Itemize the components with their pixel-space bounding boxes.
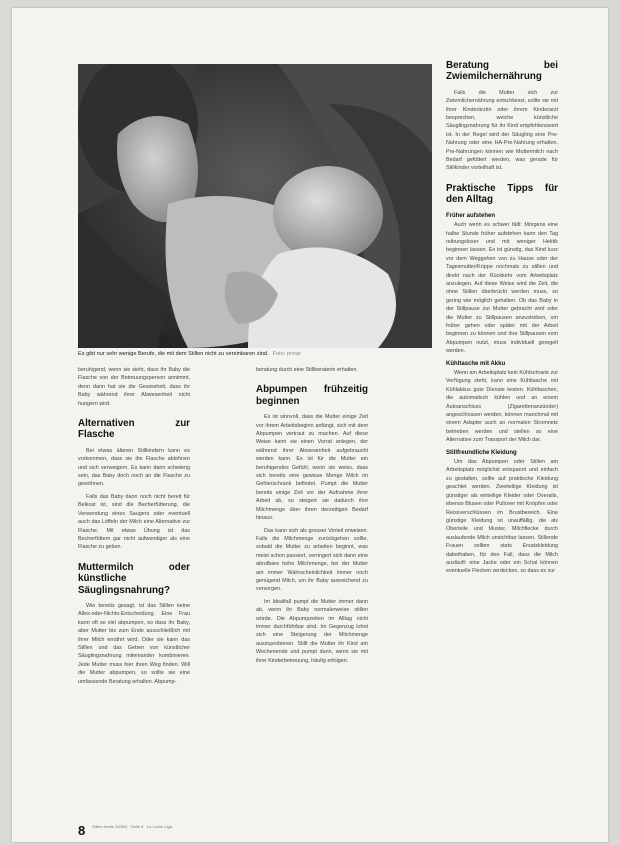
paragraph: Falls das Baby dann noch nicht bereit für Beikost ist, sind die Becherfütterung, die Verwendung eines Saugers oder eventuell auch das Löffeln der Milch eine Alternative zur Flasche. Mit etwas Übung ist das Becherfüttern gar nicht aufwendiger als eine Flasche zu geben. <box>78 493 190 551</box>
page-number: 8 <box>78 823 86 838</box>
paragraph: Im Idealfall pumpt die Mutter immer dann ab, wenn ihr Baby normalerweise stillen würde. Die Abpumpzeiten im Alltag nicht immer durchführbar sind. Im Gegenzug lohnt sich eine Steigerung der Milchmenge auszuprobieren. Stillt die Mutter ihr Kind am Wochenende und pumpt dann, wenn sie mit ihrer Kinderbetreuung, häufig erfolgen. <box>256 598 368 664</box>
paragraph: Bei etwas älteren Stillkindern kann es vorkommen, dass sie die Flasche ablehnen und sich verweigern. Es kann dann schwierig sein, das Baby doch noch an die Flasche zu gewöhnen. <box>78 447 190 488</box>
photo-caption <box>78 349 432 359</box>
section-heading: Beratung bei Zwiemilchernährung <box>446 60 558 83</box>
paragraph: Auch wenn es schwer fällt: Morgens eine halbe Stunde früher aufstehen kann den Tag reibungsloser und mit weniger Hektik beginnen lassen. Es ist günstig, das Kind kurz vor dem Weggehen von zu Hause oder der Tagesmutter/Krippe nochmals zu stillen und direkt nach der Rückkehr vom Arbeitsplatz anzulegen. Auf diese Weise wird die Zeit, die ohne Stillen überbrückt werden muss, so gering wie möglich gehalten. Ob das Baby in der Stillpause zur Mutter gebracht wird oder die Mutter zu Stillpausen anzustreben, um früher gehen oder später mit der Arbeit beginnen zu können und ihre Stillpausen vom Abpumpen nutzt, muss individuell geregelt werden. <box>446 222 558 355</box>
footer-small-text: Stillen heute 3/2004 · Seite 8 · La Leche Liga <box>92 824 173 829</box>
text-column-2 <box>256 366 368 818</box>
text-column-3 <box>446 60 558 818</box>
page <box>12 8 608 842</box>
mother-nursing-photo <box>78 64 432 348</box>
section-heading: Praktische Tipps für den Alltag <box>446 182 558 206</box>
caption-text: Es gibt nur sehr wenige Berufe, die mit dem Stillen nicht zu vereinbaren sind. <box>78 351 269 357</box>
paragraph: beruhigend, wenn sie sieht, dass ihr Baby die Flasche von der Betreuungsperson annimmt, denn dann hat sie die Gewissheit, dass ihr Baby während ihrer Abwesenheit nicht hungern wird. <box>78 367 190 407</box>
paragraph: Das kann sich als grosser Vorteil erweisen. Falls die Milchmenge zurückgehen sollte, sobald die Mutter zu arbeiten beginnt, was meist schon passiert, verringert sich dann eine abrufbare hohe Milchmenge, bei der Mutter am immer Wahrscheinlichkeit immer noch genügend Milch, um ihr Baby ausreichend zu versorgen. <box>256 527 368 593</box>
paragraph: Wenn am Arbeitsplatz kein Kühlschrank zur Verfügung steht, kann eine Kühltasche mit Kühlakkus gute Dienste leisten. Kühltaschen, die automatisch kühlen und an einem Autoanschluss (Zigarettenanzünder) angeschlossen werden, können manchmal mit einem Adapter auch an normalen Stromnetz betrieben werden und stellen so eine Alternative zum Transport der Milch dar. <box>446 370 558 444</box>
sub-heading: Kühltasche mit Akku <box>446 360 506 367</box>
photo-illustration <box>78 64 432 348</box>
sub-heading: Früher aufstehen <box>446 212 496 219</box>
photo-credit: Foto: privat <box>272 351 301 357</box>
paragraph: Falls die Mutter sich zur Zwiemilchernährung entschliesst, sollte sie mit ihrer Kinderärztin oder ihrem Kinderarzt besprechen, welche künstliche Säuglingsnahrung für ihr Kind empfehlenswert ist. In der Regel wird der Säugling eine Pre-Nahrung oder eine HA-Pre-Nahrung erhalten. Pre-Nahrungen können wie Muttermilch nach Bedarf gefüttert werden, was gerade für Stillkinder vorteilhaft ist. <box>446 89 558 172</box>
section-heading: Abpumpen frühzeitig beginnen <box>256 384 368 407</box>
text-column-1 <box>78 366 190 818</box>
section-heading: Muttermilch oder künstliche Säuglingsnahrung? <box>78 561 190 596</box>
page-footer <box>78 822 173 838</box>
paragraph: Um das Abpumpen oder Stillen am Arbeitsplatz möglichst entspannt und einfach zu gestalten, sollte auf praktische Kleidung geachtet werden. Zweiteilige Kleidung ist günstiger als einteilige Kleider oder Overalls, ebenso Blusen oder Pullover mit Knöpfen oder Reissverschlüssen im Brustbereich. Eine günstige Kleidung ist unauffällig, die als Oberteile und Muster, Milchflecke durch auslaufende Milch unsichtbar lassen. Stillende Frauen sollten stets Ersatzkleidung dabeihaben, für den Fall, dass die Milch ausläuft: eine Jacke oder ein Schal können eventuelle Flecken verdecken, so dass es zur <box>446 459 558 575</box>
paragraph: Wie bereits gesagt, ist das Stillen keine Alles-oder-Nichts-Entscheidung. Eine Frau kann oft so viel abpumpen, so dass ihr Baby, aber Mutter bis zum Ende ausschließlich mit ihrer Milch ernährt wird. Oder sie kann das Stillen und das Geben von künstlicher Säuglingsnahrung miteinander kombinieren. Jede Mutter muss hier ihren Weg finden. Will die Mutter abpumpen, so sollte sie eine umfassende Beratung erhalten. Abpump- <box>78 602 190 685</box>
section-heading: Alternativen zur Flasche <box>78 418 190 441</box>
paragraph: beratung durch eine Stillberaterin erhalten. <box>256 367 358 373</box>
sub-heading: Stillfreundliche Kleidung <box>446 449 517 456</box>
paragraph: Es ist sinnvoll, dass die Mutter einige Zeit vor ihrem Arbeitsbeginn anfängt, sich mit dem Abpumpen vertraut zu machen. Auf diese Weise kann sie einen Vorrat anlegen, der während ihrer Abwesenheit aufgebraucht werden kann. Es ist für die Mutter ein beruhigendes Gefühl, wenn sie weiss, dass sich bereits eine gewisse Menge Milch im Gefrierschrank befindet. Pumpt die Mutter bereits einige Zeit vor der Aufnahme ihrer Arbeit ab, so steigert sie dadurch ihre Milchmenge über ihren derzeitigen Bedarf hinaus. <box>256 414 368 522</box>
